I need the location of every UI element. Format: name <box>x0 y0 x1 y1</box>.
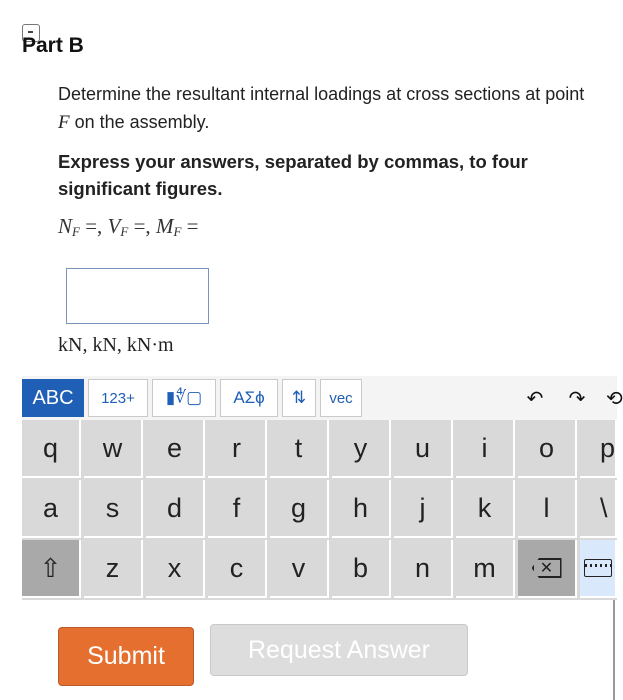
keyboard <box>22 420 617 600</box>
key-u[interactable]: u <box>394 420 453 478</box>
key-q[interactable]: q <box>22 420 81 478</box>
units-label: kN, kN, kN·m <box>58 334 174 356</box>
key-g[interactable]: g <box>270 480 329 538</box>
tab-templates[interactable]: ▮∜▢ <box>152 379 216 417</box>
key-w[interactable]: w <box>84 420 143 478</box>
request-answer-button[interactable]: Request Answer <box>210 624 468 676</box>
undo-icon[interactable]: ↶ <box>526 387 544 410</box>
key-j[interactable]: j <box>394 480 453 538</box>
key-t[interactable]: t <box>270 420 329 478</box>
redo-icon[interactable]: ↷ <box>568 387 586 410</box>
key-b[interactable]: b <box>332 540 391 598</box>
key-m[interactable]: m <box>456 540 515 598</box>
key-p[interactable]: p <box>580 420 617 478</box>
key-i[interactable]: i <box>456 420 515 478</box>
tab-numbers[interactable]: 123+ <box>88 379 148 417</box>
answer-input[interactable] <box>66 268 209 324</box>
question-text: Determine the resultant internal loadings at cross sections at point F on the assembly. <box>58 84 585 133</box>
key-k[interactable]: k <box>456 480 515 538</box>
key-e[interactable]: e <box>146 420 205 478</box>
tab-arrows[interactable]: ⇅ <box>282 379 316 417</box>
keyboard-toolbar <box>22 376 623 420</box>
tab-symbols[interactable]: ΑΣϕ <box>220 379 278 417</box>
key-s[interactable]: s <box>84 480 143 538</box>
key-h[interactable]: h <box>332 480 391 538</box>
reset-icon[interactable]: ⟲ <box>606 387 623 410</box>
key-d[interactable]: d <box>146 480 205 538</box>
divider <box>613 600 615 700</box>
shift-key[interactable] <box>22 540 81 598</box>
key-v[interactable]: v <box>270 540 329 598</box>
key-a[interactable]: a <box>22 480 81 538</box>
backspace-key[interactable]: ✕ <box>518 540 577 598</box>
key-backslash[interactable]: \ <box>580 480 617 538</box>
key-f[interactable]: f <box>208 480 267 538</box>
key-n[interactable]: n <box>394 540 453 598</box>
answer-prompt: $N_F$ =, $V_F$ =, $M_F$ = <box>58 214 199 239</box>
key-y[interactable]: y <box>332 420 391 478</box>
tab-abc[interactable]: ABC <box>22 379 84 417</box>
instruction-text: Express your answers, separated by commas, to four significant figures. <box>58 151 528 199</box>
keyboard-toggle-key[interactable] <box>580 540 617 598</box>
key-l[interactable]: l <box>518 480 577 538</box>
key-r[interactable]: r <box>208 420 267 478</box>
shift-icon: ⇧ <box>39 552 62 583</box>
key-z[interactable]: z <box>84 540 143 598</box>
submit-button[interactable]: Submit <box>58 627 194 686</box>
keyboard-icon <box>584 559 612 577</box>
key-o[interactable]: o <box>518 420 577 478</box>
part-title: Part B <box>22 34 84 57</box>
key-x[interactable]: x <box>146 540 205 598</box>
tab-vec[interactable]: vec <box>320 379 362 417</box>
point-variable: F <box>58 112 70 133</box>
key-c[interactable]: c <box>208 540 267 598</box>
